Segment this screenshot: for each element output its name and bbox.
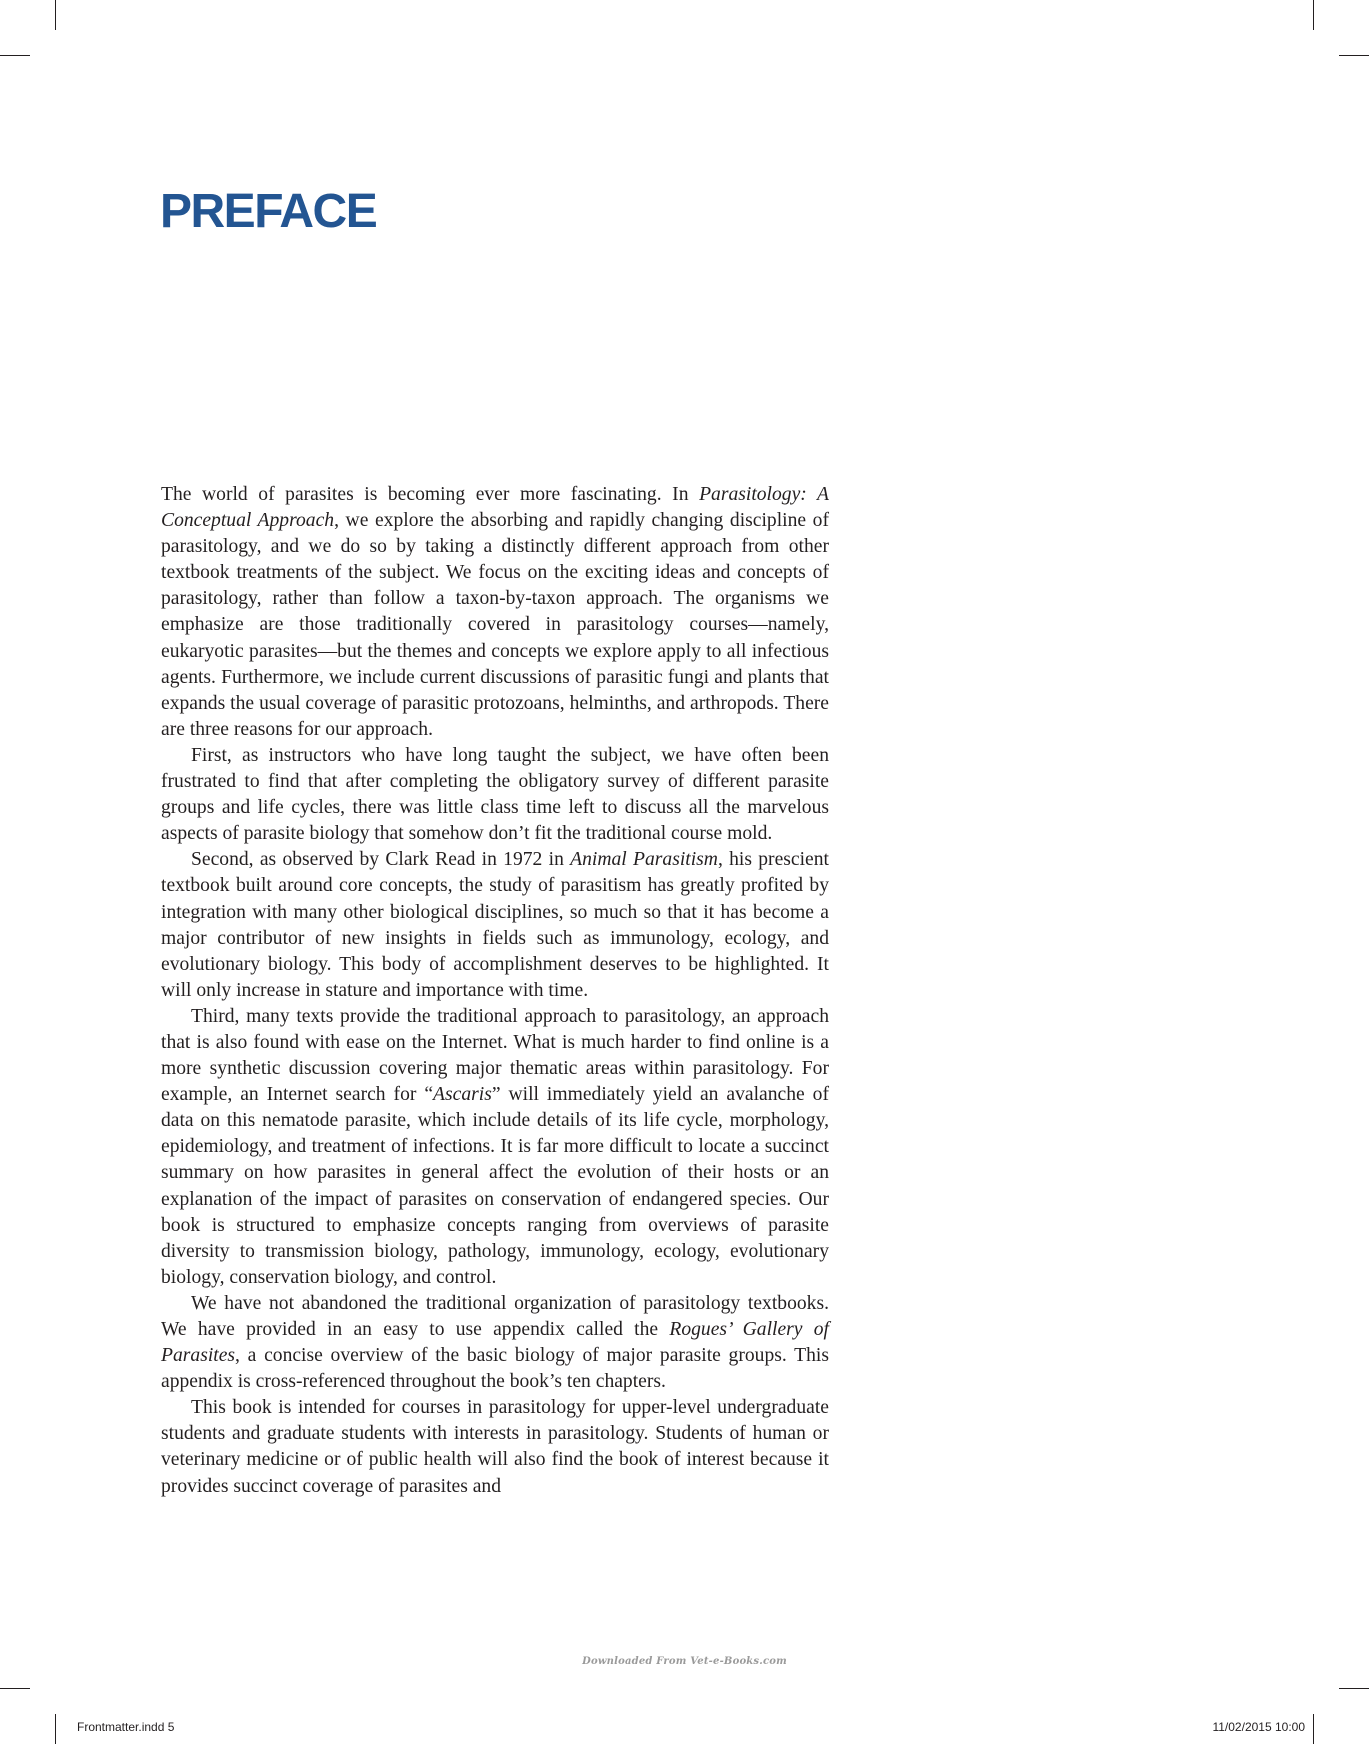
preface-body [161, 482, 829, 1500]
genus-name: Ascaris [433, 1084, 492, 1106]
paragraph [161, 847, 829, 1004]
slug-date-time: 11/02/2015 10:00 [1212, 1720, 1305, 1734]
page-title: PREFACE [160, 185, 377, 238]
paragraph-text: The world of parasites is becoming ever more fascinating. In [161, 484, 700, 505]
paragraph-text: , a concise overview of the basic biology of major parasite groups. This appendix is cross-referenced throughout the book’s ten chapters. [161, 1345, 829, 1393]
paragraph-text: ” will immediately yield an avalanche of data on this nematode parasite, which include details of its life cycle, morphology, epidemiology, and treatment of infections. It is far more difficult to locate a succinct summary on how parasites in general affect the evolution of their hosts or an explanation of the impact of parasites on conservation of endangered species. Our book is structured to emphasize concepts ranging from overviews of parasite diversity to transmission biology, pathology, immunology, ecology, evolutionary biology, conservation biology, and control. [161, 1084, 829, 1288]
crop-mark-bottom-right-horizontal [1339, 1688, 1369, 1689]
paragraph-text: First, as instructors who have long taught the subject, we have often been frustrated to find that after completing the obligatory survey of different parasite groups and life cycles, there was little class time left to discuss all the marvelous aspects of parasite biology that somehow don’t fit the traditional course mold. [161, 744, 829, 845]
paragraph [161, 482, 829, 743]
paragraph [161, 1004, 829, 1291]
paragraph [161, 1291, 829, 1395]
book-title: Parasitology: A Conceptual Approach [161, 484, 829, 532]
crop-mark-bottom-right-vertical [1313, 1714, 1314, 1744]
crop-mark-top-right-horizontal [1339, 55, 1369, 56]
paragraph-text: Third, many texts provide the traditional approach to parasitology, an approach that is also found with ease on the Internet. What is much harder to find online is a more synthetic discussion covering major thematic areas within parasitology. For example, an Internet search for “ [161, 1005, 829, 1106]
appendix-title: Rogues’ Gallery of Parasites [161, 1319, 829, 1367]
slug-file-name: Frontmatter.indd 5 [77, 1720, 175, 1734]
paragraph-text: Second, as observed by Clark Read in 1972 in [191, 849, 571, 871]
paragraph-text: , his prescient textbook built around core concepts, the study of parasitism has greatly profited by integration with many other biological disciplines, so much so that it has become a major contributor of new insights in fields such as immunology, ecology, and evolutionary biology. This body of accomplishment deserves to be highlighted. It will only increase in stature and importance with time. [161, 849, 829, 1001]
paragraph [161, 1395, 829, 1499]
paragraph-text: , we explore the absorbing and rapidly changing discipline of parasitology, and we do so by taking a distinctly different approach from other textbook treatments of the subject. We focus on the exciting ideas and concepts of parasitology, rather than follow a taxon-by-taxon approach. The organisms we emphasize are those traditionally covered in parasitology courses—namely, eukaryotic parasites—but the themes and concepts we explore apply to all infectious agents. Furthermore, we include current discussions of parasitic fungi and plants that expands the usual coverage of parasitic protozoans, helminths, and arthropods. There are three reasons for our approach. [161, 510, 829, 740]
crop-mark-top-right-vertical [1313, 0, 1314, 30]
crop-mark-top-left-vertical [55, 0, 56, 30]
crop-mark-top-left-horizontal [0, 55, 30, 56]
paragraph-text: We have not abandoned the traditional organization of parasitology textbooks. We have provided in an easy to use appendix called the [161, 1292, 829, 1340]
watermark: Downloaded From Vet-e-Books.com [582, 1656, 787, 1667]
paragraph-text: This book is intended for courses in parasitology for upper-level undergraduate students and graduate students with interests in parasitology. Students of human or veterinary medicine or of public health will also find the book of interest because it provides succinct coverage of parasites and [161, 1397, 829, 1497]
crop-mark-bottom-left-vertical [55, 1714, 56, 1744]
paragraph [161, 743, 829, 847]
book-title: Animal Parasitism [570, 849, 718, 871]
crop-mark-bottom-left-horizontal [0, 1688, 30, 1689]
